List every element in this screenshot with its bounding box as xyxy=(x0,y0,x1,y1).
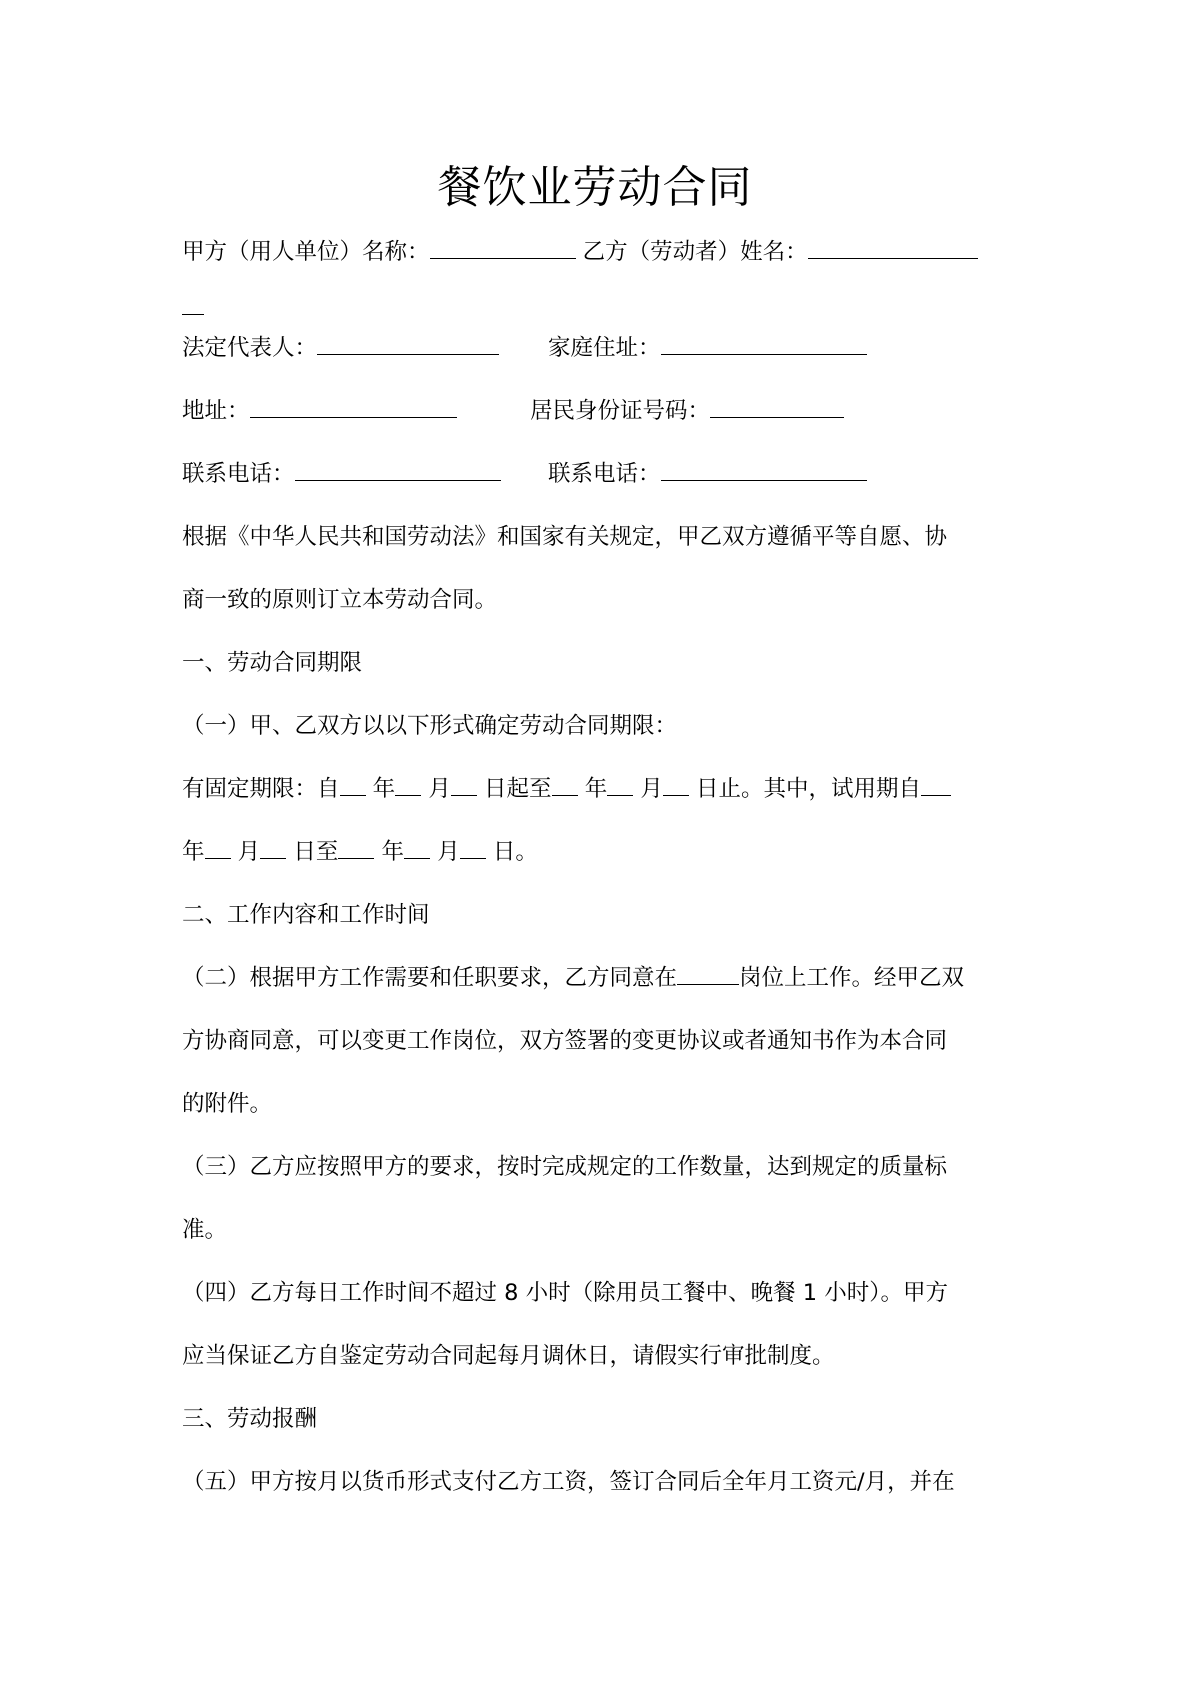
fixed-term-line-2 xyxy=(182,837,538,867)
section-2-heading: 二、工作内容和工作时间 xyxy=(182,902,430,928)
party-a-name-blank xyxy=(430,240,576,259)
probation-start-month-text: 月 xyxy=(237,839,261,865)
probation-end-year-text: 年 xyxy=(381,839,405,865)
address-blank xyxy=(250,399,457,418)
section-3-heading: 三、劳动报酬 xyxy=(182,1406,318,1432)
phone-a-blank xyxy=(295,462,501,481)
phone-a-label: 联系电话： xyxy=(182,461,295,487)
start-day-blank xyxy=(451,777,477,796)
phone-b-blank xyxy=(661,462,867,481)
start-month-blank xyxy=(395,777,421,796)
clause-4-line-1: （四）乙方每日工作时间不超过 8 小时（除用员工餐中、晚餐 1 小时）。甲方 xyxy=(182,1280,948,1306)
section-1-heading: 一、劳动合同期限 xyxy=(182,650,363,676)
end-month-blank xyxy=(607,777,633,796)
phone-b-label: 联系电话： xyxy=(548,461,661,487)
clause-2-line-2: 方协商同意，可以变更工作岗位，双方签署的变更协议或者通知书作为本合同 xyxy=(182,1028,948,1054)
probation-start-year-text: 年 xyxy=(182,839,205,865)
clause-3-line-2: 准。 xyxy=(182,1217,228,1243)
end-year-blank xyxy=(552,777,578,796)
preamble-line-1: 根据《中华人民共和国劳动法》和国家有关规定，甲乙双方遵循平等自愿、协 xyxy=(182,524,948,550)
clause-2-line-1 xyxy=(182,963,964,993)
clause-5-line-1: （五）甲方按月以货币形式支付乙方工资，签订合同后全年月工资元/月，并在 xyxy=(182,1469,955,1495)
id-number-blank xyxy=(710,399,844,418)
probation-end-month-text: 月 xyxy=(437,839,460,865)
start-year-blank xyxy=(340,777,366,796)
fixed-term-label: 有固定期限：自 xyxy=(182,776,340,802)
fixed-term-line-1 xyxy=(182,774,951,804)
legal-rep-blank xyxy=(317,336,499,355)
phone-b-row xyxy=(548,459,867,489)
probation-start-year-blank xyxy=(921,777,951,796)
clause-2-part-2: 岗位上工作。经甲乙双 xyxy=(739,965,965,991)
clause-4-line-2: 应当保证乙方自鉴定劳动合同起每月调休日，请假实行审批制度。 xyxy=(182,1343,835,1369)
end-day-blank xyxy=(663,777,689,796)
probation-end-month-blank xyxy=(404,840,430,859)
clause-2-line-3: 的附件。 xyxy=(182,1091,273,1117)
document-title: 餐饮业劳动合同 xyxy=(437,162,753,213)
end-day-text: 日止。其中，试用期自 xyxy=(696,776,922,802)
home-address-blank xyxy=(661,336,867,355)
party-b-name-blank-continued xyxy=(182,296,204,315)
probation-start-day-blank xyxy=(260,840,286,859)
probation-start-day-text: 日至 xyxy=(293,839,339,865)
end-month-text: 月 xyxy=(640,776,663,802)
legal-rep-label: 法定代表人： xyxy=(182,335,318,361)
start-year-text: 年 xyxy=(372,776,396,802)
start-month-text: 月 xyxy=(428,776,451,802)
preamble-line-2: 商一致的原则订立本劳动合同。 xyxy=(182,587,498,613)
end-year-text: 年 xyxy=(584,776,608,802)
party-b-name-label: 乙方（劳动者）姓名： xyxy=(582,239,808,265)
party-b-name-blank xyxy=(808,240,978,259)
probation-end-day-text: 日。 xyxy=(492,839,538,865)
clause-1: （一）甲、乙双方以以下形式确定劳动合同期限： xyxy=(182,713,678,739)
party-name-row xyxy=(182,237,978,267)
probation-start-month-blank xyxy=(205,840,231,859)
address-label: 地址： xyxy=(182,398,250,424)
address-row xyxy=(182,396,457,426)
probation-end-year-blank xyxy=(338,840,374,859)
home-address-label: 家庭住址： xyxy=(548,335,661,361)
clause-3-line-1: （三）乙方应按照甲方的要求，按时完成规定的工作数量，达到规定的质量标 xyxy=(182,1154,948,1180)
phone-a-row xyxy=(182,459,501,489)
start-day-text: 日起至 xyxy=(484,776,552,802)
clause-2-part-1: （二）根据甲方工作需要和任职要求，乙方同意在 xyxy=(182,965,678,991)
party-b-name-blank-continued-row xyxy=(182,293,204,323)
legal-rep-row xyxy=(182,333,499,363)
id-number-label: 居民身份证号码： xyxy=(530,398,711,424)
home-address-row xyxy=(548,333,867,363)
party-a-name-label: 甲方（用人单位）名称： xyxy=(182,239,430,265)
job-position-blank xyxy=(677,966,739,985)
id-number-row xyxy=(530,396,844,426)
probation-end-day-blank xyxy=(460,840,486,859)
